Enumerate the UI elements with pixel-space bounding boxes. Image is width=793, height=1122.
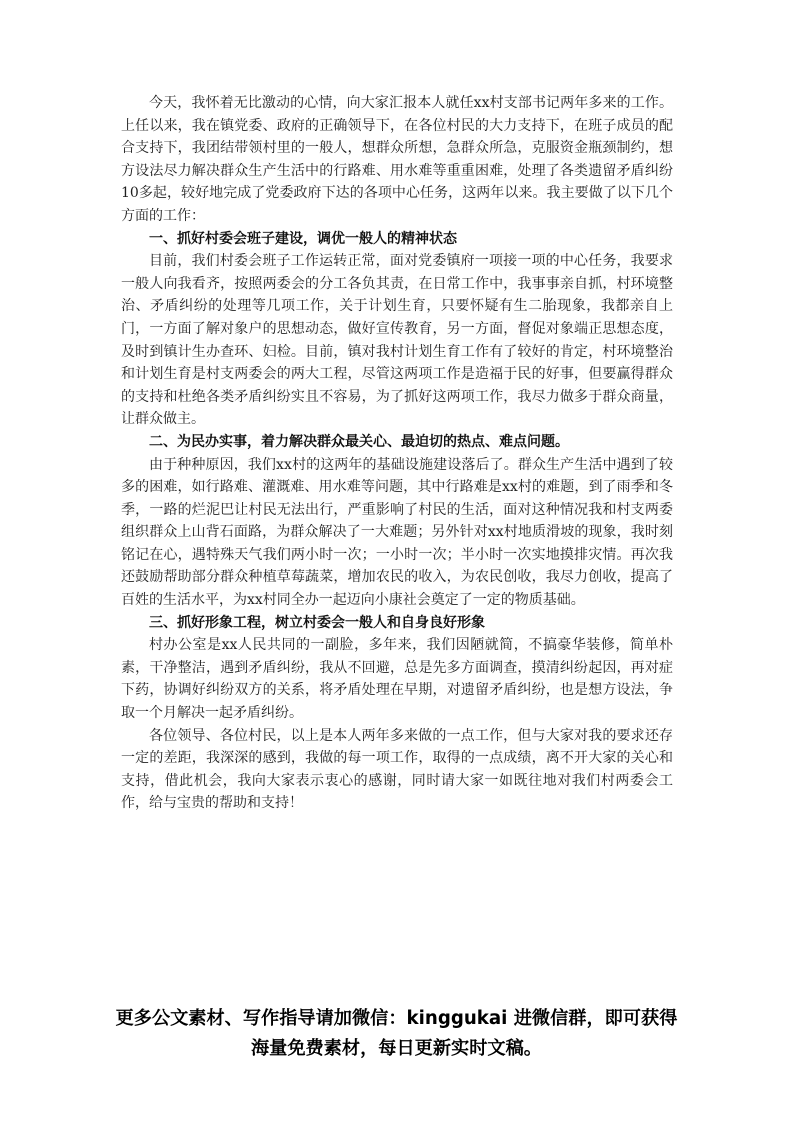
- document-body: [121, 92, 673, 815]
- section-heading-1: 一、抓好村委会班子建设，调优一般人的精神状态: [149, 230, 457, 247]
- section-2-paragraph: 由于种种原因，我们xx村的这两年的基础设施建设落后了。群众生产生活中遇到了较多的困难，如行路难、灌溉难、用水难等问题，其中行路难是xx村的难题，到了雨季和冬季，一路的烂泥巴让村民无法出行，严重影响了村民的生活，面对这种情况我和村支两委组织群众上山背石面路，为群众解决了一大难题；另外针对xx村地质滑坡的现象，我时刻铭记在心，遇特殊天气我们两小时一次；一小时一次；半小时一次实地摸排灾情。再次我还鼓励帮助部分群众种植草莓蔬菜，增加农民的收入，为农民创收，我尽力创收，提高了百姓的生活水平，为xx村同全办一起迈向小康社会奠定了一定的物质基础。: [121, 456, 673, 609]
- footer-promo-text: 更多公文素材、写作指导请加微信：kinggukai 进微信群，即可获得海量免费素材，每日更新实时文稿。: [115, 1008, 678, 1059]
- section-1-paragraph: 目前，我们村委会班子工作运转正常，面对党委镇府一项接一项的中心任务，我要求一般人向我看齐，按照两委会的分工各负其责，在日常工作中，我事事亲自抓，村环境整治、矛盾纠纷的处理等几项工作，关于计划生育，只要怀疑有生二胎现象，我都亲自上门，一方面了解对象户的思想动态，做好宣传教育，另一方面，督促对象端正思想态度，及时到镇计生办查环、妇检。目前，镇对我村计划生育工作有了较好的肯定，村环境整治和计划生育是村支两委会的两大工程，尽管这两项工作是造福于民的好事，但要赢得群众的支持和杜绝各类矛盾纠纷实且不容易，为了抓好这两项工作，我尽力做多于群众商量，让群众做主。: [121, 253, 673, 428]
- section-heading-2: 二、为民办实事，着力解决群众最关心、最迫切的热点、难点问题。: [149, 433, 569, 450]
- closing-paragraph: 各位领导、各位村民，以上是本人两年多来做的一点工作，但与大家对我的要求还存一定的差距，我深深的感到，我做的每一项工作，取得的一点成绩，离不开大家的关心和支持，借此机会，我向大家表示衷心的感谢，同时请大家一如既往地对我们村两委会工作，给与宝贵的帮助和支持！: [121, 727, 673, 812]
- section-3-paragraph: 村办公室是xx人民共同的一副脸，多年来，我们因陋就简，不搞豪华装修，简单朴素，干净整洁，遇到矛盾纠纷，我从不回避，总是先多方面调查，摸清纠纷起因，再对症下药，协调好纠纷双方的关系，将矛盾处理在早期，对遗留矛盾纠纷，也是想方设法，争取一个月解决一起矛盾纠纷。: [121, 637, 673, 722]
- intro-paragraph: 今天，我怀着无比激动的心情，向大家汇报本人就任xx村支部书记两年多来的工作。上任以来，我在镇党委、政府的正确领导下，在各位村民的大力支持下，在班子成员的配合支持下，我团结带领村里的一般人，想群众所想，急群众所急，克服资金瓶颈制约，想方设法尽力解决群众生产生活中的行路难、用水难等重重困难，处理了各类遗留矛盾纠纷10多起，较好地完成了党委政府下达的各项中心任务，这两年以来。我主要做了以下几个方面的工作：: [121, 95, 673, 224]
- section-heading-3: 三、抓好形象工程，树立村委会一般人和自身良好形象: [149, 614, 485, 631]
